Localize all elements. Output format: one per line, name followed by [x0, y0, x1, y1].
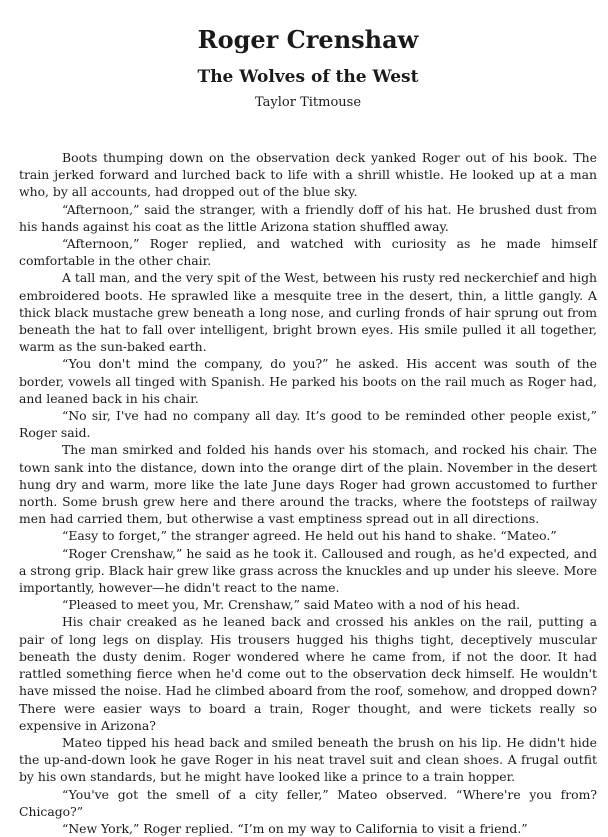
- story-title: Roger Crenshaw: [197, 25, 419, 54]
- story-paragraph: “New York,” Roger replied. “I’m on my way to California to visit a friend.”: [62, 820, 528, 836]
- story-paragraph: “Pleased to meet you, Mr. Crenshaw,” said Mateo with a nod of his head.: [62, 597, 521, 613]
- story-paragraph: “You don't mind the company, do you?” he asked. His accent was south of the border, vowels all tinged with Spanish. He parked his boots on the rail much as Roger had, and leaned back in his chair.: [19, 356, 597, 406]
- story-paragraph: “You've got the smell of a city feller,” Mateo observed. “Where're you from? Chicago?”: [19, 786, 597, 819]
- story-paragraph: “Roger Crenshaw,” he said as he took it. Calloused and rough, as he'd expected, and a strong grip. Black hair grew like grass across the knuckles and up under his sleeve. More importantly, however—he didn't react to the name.: [19, 545, 597, 596]
- story-paragraph: Boots thumping down on the observation deck yanked Roger out of his book. The train jerked forward and lurched back to life with a shrill whistle. He looked up at a man who, by all accounts, had dropped out of the blue sky.: [19, 150, 597, 200]
- story-author: Taylor Titmouse: [254, 95, 362, 110]
- story-paragraph: A tall man, and the very spit of the West, between his rusty red neckerchief and high embroidered boots. He sprawled like a mesquite tree in the desert, thin, a little gangly. A thick black mustache grew beneath a long nose, and curling fronds of hair sprung out from beneath the hat to fall over intelligent, bright brown eyes. His smile pulled it all together, warm as the sun-baked earth.: [19, 270, 597, 355]
- story-paragraph: His chair creaked as he leaned back and crossed his ankles on the rail, putting a pair of long legs on display. His trousers hugged his thighs tight, deceptively muscular beneath the dusty denim. Roger wondered where he came from, if not the door. It had rattled something fierce when he'd come out to the observation deck himself. He wouldn't have missed the noise. Had he climbed aboard from the roof, somehow, and dropped down? There were easier ways to board a train, Roger thought, and were tickets really so expensive in Arizona?: [19, 614, 597, 733]
- story-paragraph: “Afternoon,” said the stranger, with a friendly doff of his hat. He brushed dust from his hands against his coat as the little Arizona station shuffled away.: [19, 201, 597, 234]
- story-paragraph: “Easy to forget,” the stranger agreed. He held out his hand to shake. “Mateo.”: [62, 528, 557, 544]
- story-paragraph: Mateo tipped his head back and smiled beneath the brush on his lip. He didn't hide the up-and-down look he gave Roger in his neat travel suit and clean shoes. A frugal outfit by his own standards, but he might have looked like a prince to a train hopper.: [19, 734, 597, 785]
- story-paragraph: The man smirked and folded his hands over his stomach, and rocked his chair. The town sank into the distance, down into the orange dirt of the plain. November in the desert hung dry and warm, more like the late June days Roger had grown accustomed to further north. Some brush grew here and there around the tracks, where the footsteps of railway men had carried them, but otherwise a vast emptiness spread out in all directions.: [19, 442, 597, 527]
- story-subtitle: The Wolves of the West: [197, 67, 419, 87]
- story-paragraph: “Afternoon,” Roger replied, and watched with curiosity as he made himself comfortable in the other chair.: [19, 236, 597, 269]
- story-body: [19, 149, 597, 837]
- story-paragraph: “No sir, I've had no company all day. It’s good to be reminded other people exist,” Roger said.: [19, 408, 597, 441]
